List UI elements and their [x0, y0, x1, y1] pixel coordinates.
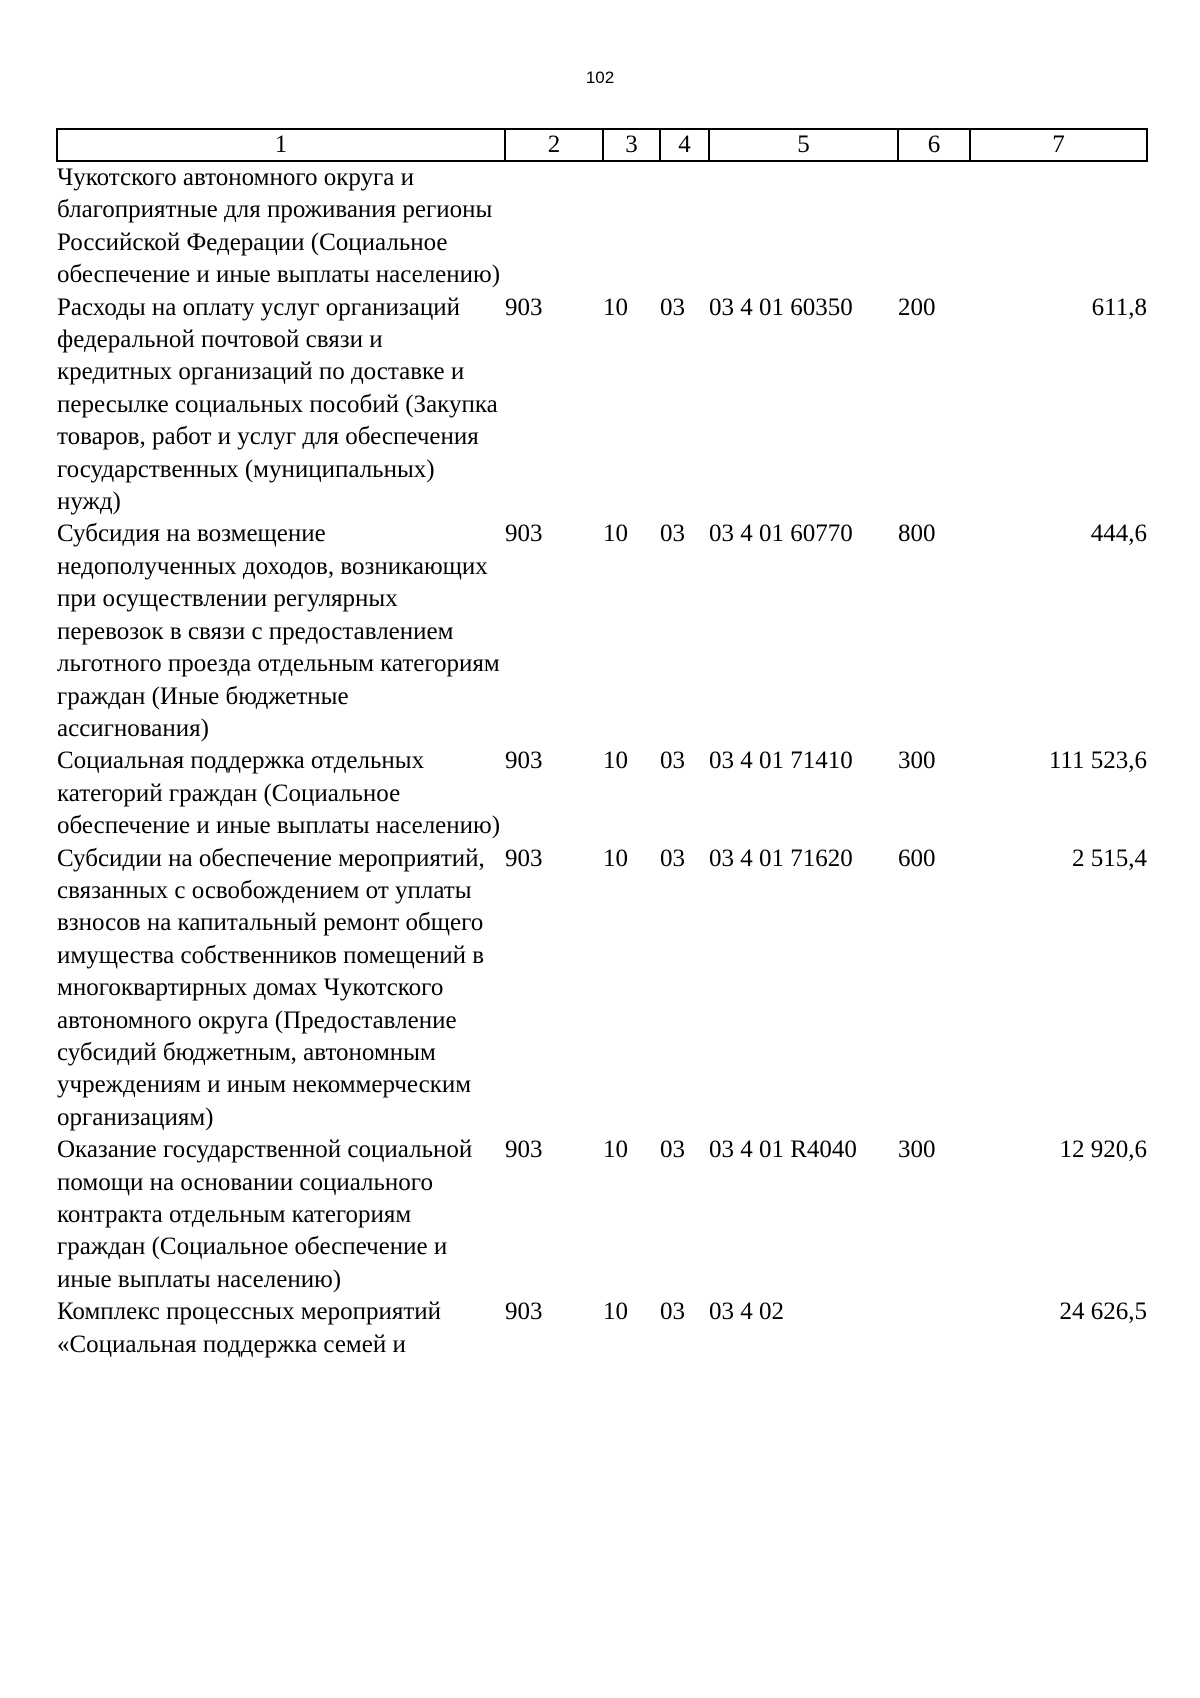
table-row	[57, 292, 1147, 519]
expense-type-code: 200	[898, 293, 936, 321]
section-code: 10	[603, 293, 628, 321]
column-header: 4	[660, 129, 709, 161]
target-article-code: 03 4 01 71410	[709, 747, 853, 775]
amount: 2 515,4	[1072, 844, 1147, 872]
ministry-code: 903	[505, 1298, 543, 1326]
section-code	[603, 161, 660, 292]
expense-type-code	[898, 1296, 970, 1361]
expense-name: Оказание государственной социальной помощи на основании социального контракта отдельным категориям граждан (Социальное обеспечение и иные выплаты населению)	[57, 1136, 473, 1293]
section-code: 10	[603, 747, 628, 775]
subsection-code: 03	[660, 293, 685, 321]
subsection-code: 03	[660, 1298, 685, 1326]
column-header: 1	[57, 129, 505, 161]
column-header: 3	[603, 129, 660, 161]
ministry-code: 903	[505, 1136, 543, 1164]
subsection-code: 03	[660, 1136, 685, 1164]
amount: 444,6	[1090, 520, 1147, 548]
column-header: 2	[505, 129, 603, 161]
amount: 611,8	[1091, 293, 1147, 321]
target-article-code: 03 4 01 71620	[709, 844, 853, 872]
table-row	[57, 1134, 1147, 1296]
budget-table	[56, 128, 1148, 1361]
subsection-code	[660, 161, 709, 292]
header-row	[57, 129, 1147, 161]
column-header: 6	[898, 129, 970, 161]
ministry-code: 903	[505, 844, 543, 872]
section-code: 10	[603, 1298, 628, 1326]
column-header: 5	[709, 129, 898, 161]
amount: 111 523,6	[1048, 747, 1147, 775]
expense-name: Чукотского автономного округа и благоприятные для проживания регионы Российской Федерации (Социальное обеспечение и иные выплаты населению)	[57, 164, 501, 289]
expense-type-code	[898, 161, 970, 292]
page-number: 102	[585, 68, 615, 87]
subsection-code: 03	[660, 844, 685, 872]
expense-name: Социальная поддержка отдельных категорий граждан (Социальное обеспечение и иные выплаты населению)	[57, 747, 501, 840]
ministry-code	[505, 161, 603, 292]
expense-name: Субсидии на обеспечение мероприятий, связанных с освобождением от уплаты взносов на капитальный ремонт общего имущества собственников помещений в многоквартирных домах Чукотского автономного округа (Предоставление субсидий бюджетным, автономным учреждениям и иным некоммерческим организациям)	[57, 844, 485, 1131]
table-row	[57, 161, 1147, 292]
ministry-code: 903	[505, 520, 543, 548]
table-row	[57, 518, 1147, 745]
section-code: 10	[603, 844, 628, 872]
target-article-code: 03 4 01 60770	[709, 520, 853, 548]
amount: 24 626,5	[1059, 1298, 1147, 1326]
expense-name: Комплекс процессных мероприятий «Социальная поддержка семей и	[57, 1298, 442, 1358]
section-code: 10	[603, 1136, 628, 1164]
expense-type-code: 600	[898, 844, 936, 872]
ministry-code: 903	[505, 747, 543, 775]
expense-name: Расходы на оплату услуг организаций федеральной почтовой связи и кредитных организаций по доставке и пересылке социальных пособий (Закупка товаров, работ и услуг для обеспечения государственных (муниципальных) нужд)	[57, 293, 498, 516]
expense-type-code: 300	[898, 747, 936, 775]
expense-name: Субсидия на возмещение недополученных доходов, возникающих при осуществлении регулярных перевозок в связи с предоставлением льготного проезда отдельным категориям граждан (Иные бюджетные ассигнования)	[57, 520, 500, 742]
amount	[970, 161, 1147, 292]
expense-type-code: 800	[898, 520, 936, 548]
target-article-code: 03 4 02	[709, 1298, 784, 1326]
ministry-code: 903	[505, 293, 543, 321]
target-article-code	[709, 161, 898, 292]
expense-type-code: 300	[898, 1136, 936, 1164]
table-row	[57, 1296, 1147, 1361]
target-article-code: 03 4 01 60350	[709, 293, 853, 321]
table-row	[57, 745, 1147, 842]
section-code: 10	[603, 520, 628, 548]
column-header: 7	[970, 129, 1147, 161]
table-row	[57, 843, 1147, 1135]
amount: 12 920,6	[1059, 1136, 1147, 1164]
subsection-code: 03	[660, 747, 685, 775]
target-article-code: 03 4 01 R4040	[709, 1136, 857, 1164]
subsection-code: 03	[660, 520, 685, 548]
